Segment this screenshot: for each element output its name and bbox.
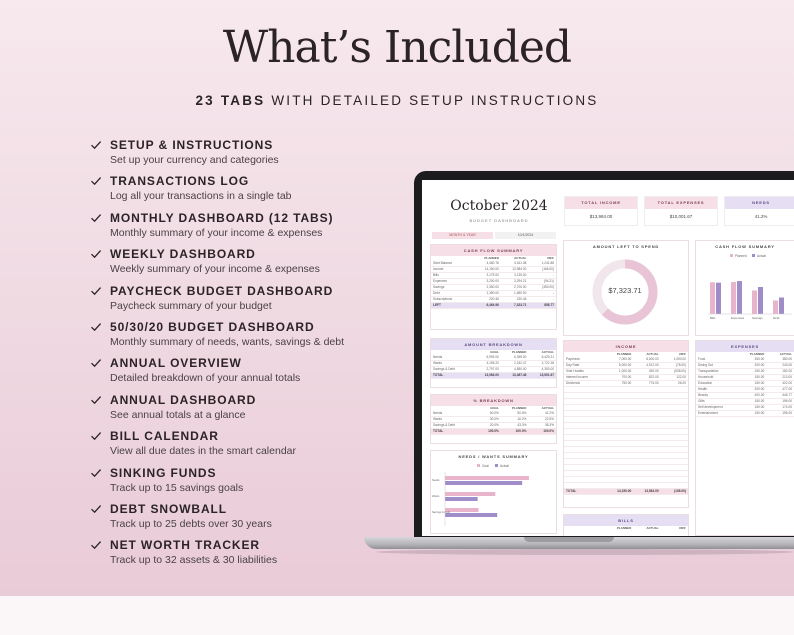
table-cell[interactable]: 122.00 (676, 375, 686, 379)
col-head: ACTUAL (514, 256, 527, 260)
kpi-total-expenses (644, 196, 718, 226)
table-cell[interactable]: 422.00 (782, 381, 793, 385)
feature-item (90, 538, 390, 574)
income-total-row (564, 489, 688, 495)
table-cell[interactable]: 1,350.00 (486, 291, 499, 295)
feature-description: Track up to 25 debts over 30 years (110, 517, 272, 530)
table-cell[interactable]: Interest Income (566, 375, 588, 379)
table-cell[interactable]: 4,912.00 (646, 363, 659, 367)
amount-left-donut (590, 257, 660, 327)
bills-table (563, 514, 689, 536)
col-head: DIFF (679, 526, 686, 530)
table-cell[interactable]: 4,850.00 (514, 367, 527, 371)
cash-flow-title: CASH FLOW SUMMARY (431, 245, 556, 256)
table-cell[interactable]: 776.00 (648, 381, 659, 385)
bottom-strip (0, 596, 794, 635)
col-head: PLANNED (616, 352, 632, 356)
cash-flow-chart-panel (695, 240, 794, 336)
table-cell[interactable]: 6,429.21 (541, 355, 555, 359)
cash-flow-bar (758, 287, 763, 314)
checkmark-icon (90, 539, 102, 551)
pct-breakdown-title: % BREAKDOWN (431, 395, 556, 406)
table-cell[interactable]: 7,000.00 (618, 357, 632, 361)
table-cell[interactable]: 43.3% (517, 423, 527, 427)
col-head: DIFF (679, 352, 686, 356)
pct-breakdown-rows (431, 411, 556, 435)
cash-flow-category-label: Bills (710, 316, 716, 320)
budget-spreadsheet (422, 180, 794, 536)
needs-wants-bar (445, 513, 497, 517)
col-head: GOAL (490, 406, 499, 410)
table-cell[interactable]: Entertainment (698, 411, 718, 415)
cash-flow-category-label: Savings (752, 316, 763, 320)
table-cell: (166.00) (674, 489, 686, 493)
amount-breakdown-title: AMOUNT BREAKDOWN (431, 339, 556, 350)
feature-description: Paycheck summary of your budget (110, 299, 272, 312)
checkmark-icon (90, 212, 102, 224)
table-cell[interactable]: (350.00) (542, 285, 555, 289)
table-cell[interactable]: 2,242.47 (514, 361, 527, 365)
table-cell[interactable]: 213.00 (782, 375, 793, 379)
subtitle-text: WITH DETAILED SETUP INSTRUCTIONS (265, 93, 599, 108)
table-cell: 100.0% (543, 429, 555, 433)
subtitle-count: 23 TABS (195, 93, 266, 108)
cash-flow-table (430, 244, 557, 330)
table-cell[interactable]: 4,460.76 (486, 261, 499, 265)
table-cell[interactable]: Health (698, 387, 708, 391)
amount-breakdown-table (430, 338, 557, 388)
feature-item (90, 466, 390, 502)
needs-wants-bar (445, 497, 478, 501)
table-cell[interactable]: 1,000.00 (618, 369, 632, 373)
legend-swatch (495, 464, 498, 467)
feature-list (90, 138, 390, 575)
month-title: October 2024 (450, 198, 548, 214)
table-cell[interactable]: 150.00 (754, 369, 765, 373)
legend-label: Goal (482, 464, 489, 468)
feature-description: See annual totals at a glance (110, 408, 246, 421)
table-cell[interactable]: Needs (433, 355, 443, 359)
col-head: DIFF (547, 256, 555, 260)
cash-flow-bar (737, 281, 742, 314)
table-cell[interactable]: 182.00 (782, 369, 793, 373)
feature-item (90, 247, 390, 283)
feature-title: NET WORTH TRACKER (110, 538, 260, 553)
table-row (696, 411, 794, 417)
kpi-total-income (564, 196, 638, 226)
col-head: ACTUAL (646, 526, 659, 530)
table-cell: 13,487.46 (512, 373, 527, 377)
table-cell[interactable]: 150.00 (754, 399, 765, 403)
table-cell[interactable]: 150.00 (754, 375, 765, 379)
table-cell[interactable]: 14,150.00 (484, 267, 499, 271)
needs-wants-chart (431, 462, 558, 534)
table-cell[interactable]: Self development (698, 405, 723, 409)
table-cell[interactable]: 26.00 (678, 381, 686, 385)
feature-item (90, 429, 390, 465)
table-cell[interactable]: 50.0% (489, 411, 499, 415)
table-cell[interactable]: - (552, 291, 555, 295)
feature-title: MONTHLY DASHBOARD (12 TABS) (110, 210, 334, 225)
table-cell[interactable]: 196.00 (782, 399, 793, 403)
feature-title: ANNUAL DASHBOARD (110, 392, 257, 407)
cash-flow-bar (731, 282, 736, 314)
table-cell: 100.0% (488, 429, 499, 433)
cash-flow-bar (779, 298, 784, 315)
feature-item (90, 502, 390, 538)
table-cell[interactable]: 20.0% (489, 423, 499, 427)
needs-wants-panel (430, 450, 557, 534)
cash-flow-category-label: Debt (773, 316, 780, 320)
expenses-table (695, 340, 794, 536)
feature-item (90, 284, 390, 320)
amount-left-value: $7,323.71 (608, 286, 642, 295)
kpi-label: TOTAL INCOME (565, 197, 637, 209)
income-rows (564, 357, 688, 495)
feature-title: PAYCHECK BUDGET DASHBOARD (110, 283, 334, 298)
legend-label: Actual (500, 464, 509, 468)
table-cell[interactable]: Side Hustles (566, 369, 584, 373)
laptop-screen (422, 180, 794, 536)
table-cell[interactable]: 36.3% (544, 423, 555, 427)
feature-description: Log all your transactions in a single tab (110, 190, 292, 203)
amount-left-panel (563, 240, 689, 336)
needs-wants-bar (445, 508, 479, 512)
table-cell[interactable]: 380.00 (782, 357, 793, 361)
kpi-label: TOTAL EXPENSES (645, 197, 717, 209)
feature-description: View all due dates in the smart calendar (110, 445, 296, 458)
table-cell: 13,501.67 (539, 373, 555, 377)
table-cell[interactable]: 30.0% (489, 417, 499, 421)
kpi-value: $10,001.67 (669, 214, 693, 219)
needs-wants-bar (445, 476, 529, 480)
feature-title: BILL CALENDAR (110, 429, 219, 444)
feature-item (90, 174, 390, 210)
table-cell: 13,984.00 (484, 373, 499, 377)
table-cell[interactable]: 700.00 (621, 375, 632, 379)
month-year-row (432, 232, 556, 239)
checkmark-icon (90, 357, 102, 369)
feature-title: SINKING FUNDS (110, 465, 217, 480)
table-cell[interactable]: 4,350.00 (541, 367, 555, 371)
cash-flow-bar (773, 301, 778, 315)
table-cell[interactable]: Expenses (433, 279, 447, 283)
table-cell: TOTAL (433, 429, 444, 433)
needs-wants-category-label: Savings & Debt (432, 511, 450, 514)
table-cell[interactable]: Income (433, 267, 444, 271)
table-cell[interactable]: (508.00) (674, 369, 686, 373)
checkmark-icon (90, 503, 102, 515)
feature-item (90, 356, 390, 392)
cash-flow-rows (431, 261, 556, 309)
table-cell[interactable]: 3,175.00 (486, 273, 499, 277)
table-cell[interactable]: 4,161.38 (514, 261, 527, 265)
table-cell[interactable]: 6,395.00 (514, 355, 527, 359)
laptop-mockup (364, 171, 794, 556)
laptop-shadow (376, 549, 794, 555)
table-cell: 6,464.96 (486, 303, 499, 307)
table-cell[interactable]: 200.00 (754, 363, 765, 367)
checkmark-icon (90, 139, 102, 151)
col-head: ACTUAL (541, 350, 555, 354)
feature-item (90, 211, 390, 247)
cash-flow-bar-chart (696, 252, 794, 336)
table-cell[interactable]: 446.77 (782, 393, 793, 397)
table-cell[interactable]: - (552, 297, 555, 301)
feature-title: DEBT SNOWBALL (110, 501, 228, 516)
checkmark-icon (90, 394, 102, 406)
feature-item (90, 393, 390, 429)
table-cell[interactable]: 350.00 (754, 357, 765, 361)
table-cell: LEFT (433, 303, 441, 307)
table-cell[interactable]: 3,294.21 (514, 279, 527, 283)
table-cell[interactable]: 16.2% (517, 417, 527, 421)
month-year-value[interactable]: 10/1/2024 (495, 232, 556, 239)
table-cell[interactable]: 822.00 (648, 375, 659, 379)
laptop-notch (524, 537, 614, 542)
feature-description: Detailed breakdown of your annual totals (110, 372, 301, 385)
table-cell[interactable]: Savings (433, 285, 445, 289)
legend-label: Actual (757, 254, 766, 258)
feature-title: 50/30/20 BUDGET DASHBOARD (110, 319, 315, 334)
table-cell[interactable]: Savings & Debt (433, 367, 455, 371)
cash-flow-bar (752, 291, 757, 315)
table-cell[interactable]: 2,722.18 (541, 361, 555, 365)
table-cell[interactable]: 50.5% (517, 411, 527, 415)
table-cell[interactable]: Debt (433, 291, 440, 295)
needs-wants-title: NEEDS / WANTS SUMMARY (431, 451, 556, 462)
table-cell[interactable]: 492.00 (648, 369, 659, 373)
table-cell[interactable]: 220.46 (489, 297, 499, 301)
table-cell[interactable]: 2,700.00 (514, 285, 527, 289)
feature-title: SETUP & INSTRUCTIONS (110, 138, 274, 152)
checkmark-icon (90, 175, 102, 187)
table-cell[interactable]: Household (698, 375, 714, 379)
col-head: ACTUAL (541, 406, 555, 410)
feature-item (90, 138, 390, 174)
table-cell[interactable]: Subscriptions (433, 297, 453, 301)
table-cell: TOTAL (433, 373, 444, 377)
table-cell[interactable]: 2,350.00 (486, 285, 499, 289)
table-cell[interactable]: 4,195.20 (486, 361, 499, 365)
feature-description: Weekly summary of your income & expenses (110, 263, 320, 276)
table-cell[interactable]: 150.00 (754, 405, 765, 409)
legend-swatch (730, 254, 733, 257)
cash-flow-chart-title: CASH FLOW SUMMARY (696, 241, 794, 252)
table-cell[interactable]: 3,200.00 (486, 279, 499, 283)
checkmark-icon (90, 430, 102, 442)
income-table (563, 340, 689, 508)
table-cell[interactable]: 1,000.00 (673, 357, 686, 361)
amount-breakdown-rows (431, 355, 556, 379)
table-cell[interactable]: 1,650.00 (514, 291, 527, 295)
kpi-value: 41.2% (754, 214, 768, 219)
feature-title: TRANSACTIONS LOG (110, 174, 250, 189)
table-cell[interactable]: 243.00 (782, 363, 793, 367)
feature-description: Monthly summary of needs, wants, savings & debt (110, 335, 345, 348)
table-cell[interactable]: Dining Out (698, 363, 714, 367)
table-cell[interactable]: Transportation (698, 369, 719, 373)
col-head: ACTUAL (779, 352, 793, 356)
bills-title: BILLS (564, 515, 688, 526)
col-head: ACTUAL (646, 352, 659, 356)
checkmark-icon (90, 321, 102, 333)
col-head: PLANNED (511, 406, 527, 410)
table-cell[interactable]: Day Rate (566, 363, 580, 367)
table-cell[interactable]: - (552, 273, 555, 277)
col-head (564, 526, 606, 531)
table-cell[interactable]: Wants (433, 361, 442, 365)
table-cell[interactable]: 400.00 (754, 393, 765, 397)
table-cell[interactable]: Wants (433, 417, 442, 421)
table-cell[interactable]: Gifts (698, 399, 705, 403)
table-total-row (431, 429, 556, 435)
table-cell[interactable]: Savings & Debt (433, 423, 455, 427)
table-cell: 7,323.71 (514, 303, 527, 307)
table-cell[interactable]: 8,000.00 (646, 357, 659, 361)
pct-breakdown-table (430, 394, 557, 444)
needs-wants-bar (445, 481, 522, 485)
col-head: PLANNED (484, 256, 499, 260)
expenses-title: EXPENSES (696, 341, 794, 352)
col-head: PLANNED (511, 350, 527, 354)
feature-description: Set up your currency and categories (110, 154, 279, 166)
table-cell[interactable]: 13,984.00 (512, 267, 527, 271)
table-cell: 100.0% (515, 429, 527, 433)
col-head: GOAL (490, 350, 499, 354)
cash-flow-category-label: Expenses (731, 316, 745, 320)
legend-label: Planned (735, 254, 747, 258)
bills-columns (564, 526, 688, 531)
table-cell[interactable]: 477.00 (782, 387, 793, 391)
table-cell[interactable]: 150.00 (754, 381, 765, 385)
table-cell[interactable]: 1,241.86 (541, 261, 555, 265)
table-cell[interactable]: 220.46 (516, 297, 527, 301)
table-cell[interactable]: Food (698, 357, 706, 361)
feature-description: Monthly summary of your income & expenses (110, 226, 323, 239)
checkmark-icon (90, 467, 102, 479)
dashboard-label: BUDGET DASHBOARD (469, 218, 529, 223)
feature-item (90, 320, 390, 356)
table-cell[interactable]: Paycheck (566, 357, 580, 361)
table-cell[interactable]: 2,797.00 (486, 367, 499, 371)
page-title: What’s Included (222, 22, 572, 73)
table-cell[interactable]: 150.00 (754, 411, 765, 415)
table-cell[interactable]: Dividends (566, 381, 580, 385)
cash-flow-bar (710, 282, 715, 314)
table-cell: 13,984.00 (644, 489, 659, 493)
table-cell: 14,150.00 (617, 489, 632, 493)
col-head: PLANNED (616, 526, 632, 530)
table-cell[interactable]: 200.00 (754, 387, 765, 391)
table-cell[interactable]: 5,000.00 (618, 363, 632, 367)
table-cell[interactable]: 22.5% (544, 417, 555, 421)
table-cell[interactable]: (78.00) (675, 363, 686, 367)
table-cell[interactable]: 6,992.00 (486, 355, 499, 359)
table-cell[interactable]: 174.00 (782, 405, 793, 409)
table-cell[interactable]: 3,135.00 (514, 273, 527, 277)
table-total-row (431, 303, 556, 309)
needs-wants-category-label: Wants (432, 495, 440, 498)
month-year-label: MONTH & YEAR (432, 232, 493, 239)
amount-left-title: AMOUNT LEFT TO SPEND (564, 241, 688, 252)
cash-flow-bar (716, 283, 721, 314)
feature-title: WEEKLY DASHBOARD (110, 247, 256, 262)
table-cell[interactable]: 41.2% (544, 411, 555, 415)
kpi-needs (724, 196, 794, 226)
table-cell: 858.77 (544, 303, 555, 307)
table-cell[interactable]: Education (698, 381, 713, 385)
table-cell[interactable]: Bills (433, 273, 439, 277)
legend-swatch (477, 464, 480, 467)
checkmark-icon (90, 285, 102, 297)
income-title: INCOME (564, 341, 688, 352)
kpi-label: NEEDS (725, 197, 794, 209)
table-cell: TOTAL (566, 489, 577, 493)
legend-swatch (752, 254, 755, 257)
feature-description: Track up to 32 assets & 30 liabilities (110, 554, 278, 567)
feature-description: Track up to 15 savings goals (110, 481, 244, 494)
col-head: PLANNED (749, 352, 765, 356)
feature-title: ANNUAL OVERVIEW (110, 356, 242, 371)
table-cell[interactable]: Needs (433, 411, 443, 415)
page-subtitle (0, 93, 794, 108)
table-cell[interactable]: Start Balance (433, 261, 453, 265)
checkmark-icon (90, 248, 102, 260)
table-total-row (431, 373, 556, 379)
table-cell[interactable]: (166.00) (542, 267, 555, 271)
table-cell[interactable]: 750.00 (621, 381, 632, 385)
expenses-rows (696, 357, 794, 417)
kpi-value: $13,984.00 (589, 214, 613, 219)
table-cell[interactable]: (94.21) (543, 279, 555, 283)
needs-wants-bar (445, 492, 495, 496)
table-cell[interactable]: Beauty (698, 393, 708, 397)
needs-wants-category-label: Needs (432, 479, 440, 482)
table-cell[interactable]: 196.00 (782, 411, 793, 415)
